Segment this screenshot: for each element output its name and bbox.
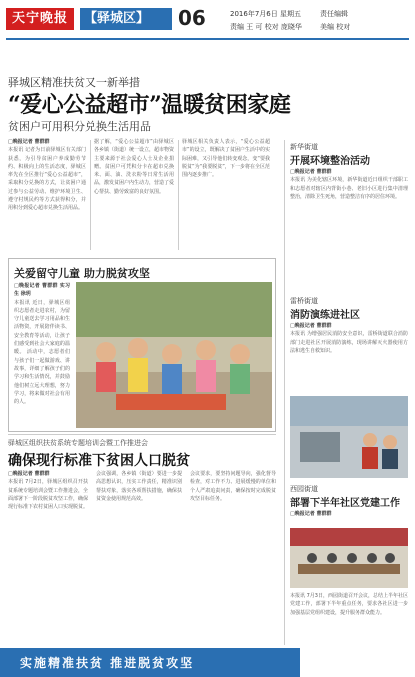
kids-body: 本报讯 近日，驿城区组织志愿者走进农村，为留守儿童送去学习用品和生活物资，开展陪伴读书、安全教育等活动，让孩子们感受到社会大家庭的温暖。 (14, 299, 70, 356)
sidebar-2-body (290, 322, 408, 392)
kids-byline: □晚报记者 曹群群 实习生 徐玥 (14, 283, 70, 298)
sidebar-3-body (290, 592, 408, 646)
page-header (0, 0, 415, 46)
kids-column (14, 282, 70, 426)
sidebar-2-text: 本报讯 为增强居民消防安全意识，雷桥街道联合消防部门走进社区开展消防演练，现场讲解灭火器使用方法和逃生自救知识。 (290, 331, 408, 354)
lead-column-3 (182, 138, 270, 250)
lead-column-2 (94, 138, 174, 250)
sidebar-3-kicker: 西园街道 (290, 485, 318, 493)
sidebar-2-kicker: 雷桥街道 (290, 297, 318, 305)
sidebar-1-byline: □晚报记者 曹群群 (290, 169, 332, 175)
page-number: 06 (178, 6, 206, 30)
bottom-body-1: 本报讯 7月2日，驿城区组织召开扶贫系统专题培训会暨工作推进会，全面部署下一阶段脱贫攻坚工作，确保现行标准下农村贫困人口实现脱贫。 (8, 479, 88, 511)
lead-body-3: 驿城区相关负责人表示，“爱心公益超市”的设立，既解决了贫困户生活中的实际困难，又引导他们转变观念，变“要我脱贫”为“我要脱贫”，下一步将在全区范围内逐步推广。 (182, 139, 270, 179)
lead-body-2: 据了解，“爱心公益超市”由驿城区各乡镇（街道）统一设立，超市物资主要来源于社会爱心人士及企业捐赠。贫困户可凭积分卡在超市兑换米、面、油、洗衣粉等日常生活用品，激发贫困户内生动力，营造了爱心帮扶、勤劳致富的良好氛围。 (94, 139, 174, 195)
sidebar-1-body (290, 168, 408, 288)
section-label: 【驿城区】 (80, 8, 172, 30)
sidebar-3-title: 部署下半年社区党建工作 (290, 498, 400, 509)
bottom-kicker: 驿城区组织扶贫系统专题培训会暨工作推进会 (8, 439, 148, 447)
header-rule (6, 38, 409, 40)
edition-line: 美编 校对 (320, 23, 351, 31)
edition-label: 责任编辑 (320, 10, 348, 18)
bottom-headline: 确保现行标准下贫困人口脱贫 (8, 453, 190, 469)
bottom-body-3: 会议要求，要坚持问题导向，强化督导检查，对工作不力、进展缓慢的单位和个人严肃追责问责，确保按时完成脱贫攻坚目标任务。 (190, 471, 276, 502)
bottom-column-2 (96, 470, 182, 642)
footer-right (300, 648, 415, 677)
masthead: 天宁晚报 (6, 8, 74, 30)
bottom-body-2: 会议强调，各乡镇（街道）要进一步提高思想认识，压实工作责任，精准识别帮扶对象，落实各项帮扶措施，确保扶贫资金使用规范高效。 (96, 471, 182, 502)
photo-meeting (290, 528, 408, 588)
column-divider (178, 140, 179, 250)
bottom-column-3 (190, 470, 276, 642)
sidebar-1-kicker: 新华街道 (290, 143, 318, 151)
kids-feature-title: 关爱留守儿童 助力脱贫攻坚 (14, 267, 150, 280)
sidebar-divider (284, 140, 285, 645)
sidebar-2-byline: □晚报记者 曹群群 (290, 323, 332, 329)
sidebar-3-byline: □晚报记者 曹群群 (290, 511, 332, 517)
lead-body-1: 本报讯 记者为日前驿城区有关部门获悉，为引导贫困户养成勤劳节约、积极向上的生活态度，驿城区率先在全区推行“爱心公益超市”，采取积分兑换的方式，让贫困户通过参与公益劳动、维护环境卫生、遵守村规民约等方式获得积分，并用积分到爱心超市兑换生活用品。 (8, 147, 86, 212)
lead-column-1 (8, 138, 86, 250)
kids-body-2: 活动中，志愿者们与孩子们一起做游戏、讲故事，详细了解孩子们的学习和生活情况，并鼓励他们树立远大理想，努力学习，将来做对社会有用的人。 (14, 349, 70, 406)
sidebar-1-title: 开展环境整治活动 (290, 156, 370, 167)
bottom-column-1 (8, 470, 88, 642)
section-divider (8, 434, 276, 435)
sidebar-3-text: 本报讯 7月3日，西园街道召开会议，总结上半年社区党建工作，部署下半年重点任务，要求各社区进一步加强基层党组织建设，提升服务群众能力。 (290, 593, 408, 616)
issue-date: 2016年7月6日 星期五 (230, 10, 301, 18)
lead-byline: □晚报记者 曹群群 (8, 139, 50, 145)
lead-headline: “爱心公益超市”温暖贫困家庭 (8, 92, 291, 118)
column-divider (90, 140, 91, 250)
footer-slogan: 实施精准扶贫 推进脱贫攻坚 (20, 656, 195, 670)
editor-line: 责编 王 可 校对 庞晓华 (230, 23, 302, 31)
sidebar-3-byline-box (290, 510, 408, 530)
photo-children (76, 282, 272, 428)
sidebar-2-title: 消防演练进社区 (290, 310, 360, 321)
lead-kicker: 驿城区精准扶贫又一新举措 (8, 76, 140, 89)
photo-fire-drill (290, 396, 408, 478)
sidebar-1-text: 本报讯 为美化辖区环境，新华街道近日组织干部职工和志愿者对辖区内背街小巷、老旧小区进行集中清理整治，清除卫生死角，营造整洁有序的居住环境。 (290, 177, 408, 200)
bottom-byline: □晚报记者 曹群群 (8, 471, 50, 477)
lead-subhead: 贫困户可用积分兑换生活用品 (8, 120, 151, 133)
